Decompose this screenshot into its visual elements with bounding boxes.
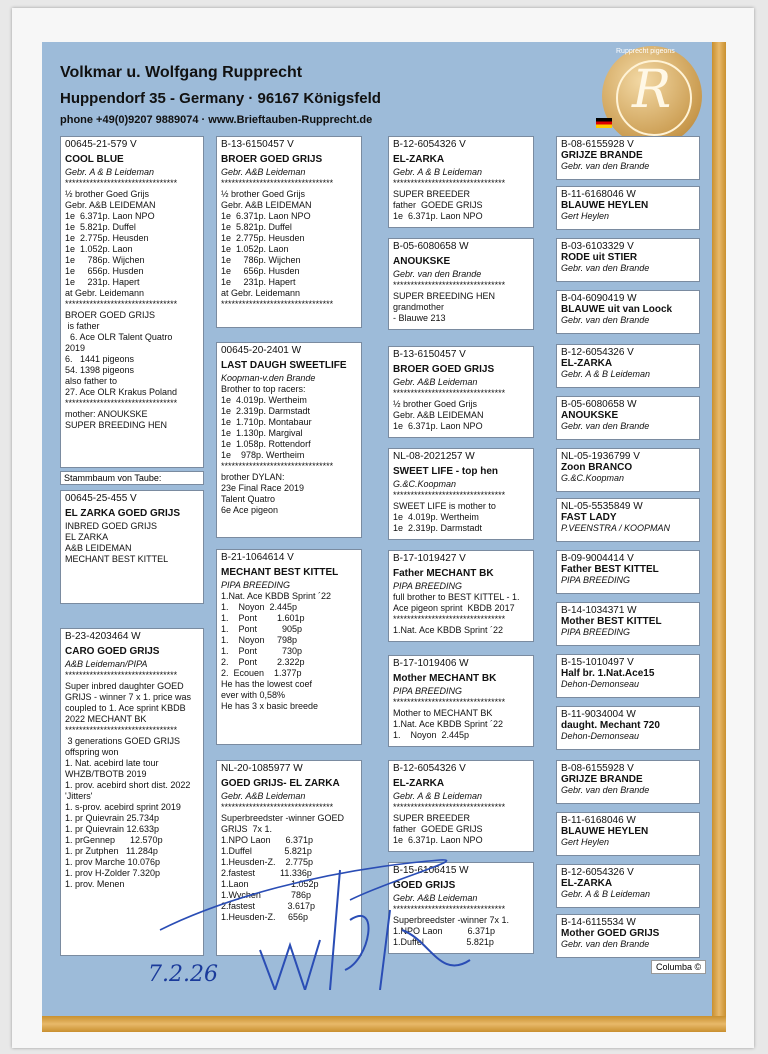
breeder-name: Volkmar u. Wolfgang Rupprecht: [60, 64, 303, 81]
pedigree-line: INBRED GOED GRIJS: [65, 521, 158, 531]
breeder: G.&C.Koopman: [561, 473, 625, 483]
ring-number: B-05-6080658 W: [561, 399, 637, 410]
breeder: Gebr. A&B Leideman: [393, 377, 478, 387]
breeder: PIPA BREEDING: [221, 580, 291, 590]
pedigree-line: 1. prGennep 12.570p: [65, 835, 163, 845]
ring-number: B-12-6054326 V: [561, 867, 634, 878]
pedigree-card: [60, 490, 204, 604]
pedigree-line: 6. Ace OLR Talent Quatro: [65, 332, 173, 342]
pedigree-line: ********************************: [393, 178, 506, 188]
pedigree-card: [556, 344, 700, 388]
pedigree-card: [556, 760, 700, 804]
ring-number: B-17-1019406 W: [393, 658, 469, 669]
breeder: PIPA BREEDING: [561, 575, 631, 585]
pedigree-line: 1e 786p. Wijchen: [65, 255, 145, 265]
pedigree-line: Gebr. A&B LEIDEMAN: [221, 200, 312, 210]
pedigree-line: 1e 656p. Husden: [65, 266, 144, 276]
pedigree-line: 1e 2.775p. Heusden: [221, 233, 305, 243]
pedigree-card: [556, 706, 700, 750]
pedigree-line: 1e 1.710p. Montabaur: [221, 417, 312, 427]
breeder: Gebr. van den Brande: [561, 161, 650, 171]
ring-number: B-15-1010497 V: [561, 657, 634, 668]
breeder-contact: phone +49(0)9207 9889074 · www.Brieftauben-Rupprecht.de: [60, 114, 373, 126]
pedigree-line: 1e 6.371p. Laon NPO: [393, 421, 483, 431]
pigeon-name: EL-ZARKA: [561, 358, 613, 369]
pigeon-name: ANOUKSKE: [561, 410, 619, 421]
pigeon-name: GRIJZE BRANDE: [561, 150, 643, 161]
pedigree-line: 1e 2.319p. Darmstadt: [393, 523, 483, 533]
pedigree-line: 1.NPO Laon 6.371p: [221, 835, 314, 845]
pedigree-card: [556, 186, 700, 230]
pedigree-line: 1e 1.130p. Margival: [221, 428, 303, 438]
ring-number: B-03-6103329 V: [561, 241, 634, 252]
pedigree-line: mother: ANOUKSKE: [65, 409, 148, 419]
pedigree-line: GRIJS 7x 1.: [221, 824, 273, 834]
pigeon-name: FAST LADY: [561, 512, 617, 523]
breeder: Dehon-Demonseau: [561, 731, 640, 741]
pedigree-line: ½ brother Goed Grijs: [65, 189, 150, 199]
ring-number: B-14-6115534 W: [561, 917, 636, 928]
ring-number: NL-05-1936799 V: [561, 451, 640, 462]
rupprecht-logo: Rupprecht pigeons R: [602, 46, 702, 146]
pigeon-name: Half br. 1.Nat.Ace15: [561, 668, 655, 679]
pigeon-name: GOED GRIJS- EL ZARKA: [221, 778, 340, 789]
pedigree-line: 1e 4.019p. Wertheim: [221, 395, 307, 405]
pedigree-line: 2.fastest 11.336p: [221, 868, 312, 878]
pedigree-line: ********************************: [221, 802, 334, 812]
pedigree-line: - Blauwe 213: [393, 313, 446, 323]
pigeon-name: COOL BLUE: [65, 154, 124, 165]
ring-number: B-15-6106415 W: [393, 865, 469, 876]
pedigree-line: ********************************: [65, 670, 178, 680]
pedigree-line: 1.Duffel 5.821p: [393, 937, 494, 947]
ring-number: B-09-9004414 V: [561, 553, 634, 564]
pedigree-line: Talent Quatro: [221, 494, 276, 504]
ring-number: B-12-6054326 V: [393, 763, 466, 774]
pigeon-name: EL-ZARKA: [393, 778, 445, 789]
pedigree-line: 1e 656p. Husden: [221, 266, 300, 276]
pedigree-line: 1. prov. Menen: [65, 879, 125, 889]
pedigree-line: ever with 0,58%: [221, 690, 286, 700]
ring-number: B-11-6168046 W: [561, 815, 636, 826]
pedigree-card: [388, 550, 534, 642]
pedigree-line: is father: [65, 321, 100, 331]
breeder: Gebr. van den Brande: [561, 263, 650, 273]
pedigree-line: 1e 5.821p. Duffel: [65, 222, 136, 232]
pedigree-line: 1. Noyon 2.445p: [393, 730, 470, 740]
pedigree-line: 1e 1.052p. Laon: [221, 244, 289, 254]
pedigree-card: [556, 654, 700, 698]
pedigree-line: 1.NPO Laon 6.371p: [393, 926, 496, 936]
pedigree-card: [556, 602, 700, 646]
pedigree-line: ********************************: [393, 388, 506, 398]
pedigree-line: BROER GOED GRIJS: [65, 310, 156, 320]
pedigree-line: ********************************: [65, 299, 178, 309]
pedigree-line: 1e 6.371p. Laon NPO: [393, 211, 483, 221]
pigeon-name: Mother BEST KITTEL: [561, 616, 662, 627]
pedigree-line: ********************************: [65, 178, 178, 188]
pedigree-line: 1e 5.821p. Duffel: [221, 222, 292, 232]
ring-number: B-13-6150457 V: [221, 139, 294, 150]
pigeon-name: RODE uit STIER: [561, 252, 638, 263]
breeder: Gebr. A&B Leideman: [221, 791, 306, 801]
pedigree-line: ********************************: [393, 904, 506, 914]
breeder: Gebr. van den Brande: [561, 315, 650, 325]
breeder: A&B Leideman/PIPA: [65, 659, 148, 669]
breeder: Gert Heylen: [561, 211, 610, 221]
breeder: PIPA BREEDING: [393, 581, 463, 591]
pedigree-line: 1e 6.371p. Laon NPO: [393, 835, 483, 845]
pedigree-line: ½ brother Goed Grijs: [393, 399, 478, 409]
ring-number: B-17-1019427 V: [393, 553, 466, 564]
ring-number: 00645-20-2401 W: [221, 345, 302, 356]
pedigree-line: at Gebr. Leidemann: [221, 288, 301, 298]
ring-number: B-13-6150457 V: [393, 349, 466, 360]
pedigree-line: 3 generations GOED GRIJS: [65, 736, 181, 746]
stammbaum-label: Stammbaum von Taube:: [60, 471, 204, 485]
pedigree-line: 1. s-prov. acebird sprint 2019: [65, 802, 181, 812]
breeder: Gebr. van den Brande: [561, 421, 650, 431]
pedigree-line: 'Jitters': [65, 791, 93, 801]
pedigree-card: [556, 136, 700, 180]
gold-border-bottom: [42, 1016, 726, 1032]
pedigree-line: ********************************: [393, 614, 506, 624]
columba-credit: Columba ©: [651, 960, 706, 974]
breeder: Gebr. A & B Leideman: [65, 167, 155, 177]
pedigree-line: 2022 MECHANT BK: [65, 714, 147, 724]
pedigree-line: 1.Laon 1.052p: [221, 879, 319, 889]
pedigree-card: [216, 342, 362, 538]
pedigree-line: 23e Final Race 2019: [221, 483, 305, 493]
pedigree-line: EL ZARKA: [65, 532, 109, 542]
pedigree-line: 1. Pont 730p: [221, 646, 303, 656]
ring-number: B-11-9034004 W: [561, 709, 636, 720]
pedigree-line: 1e 1.052p. Laon: [65, 244, 133, 254]
pedigree-line: 1e 231p. Hapert: [65, 277, 140, 287]
pigeon-name: BLAUWE HEYLEN: [561, 826, 649, 837]
german-flag-icon: [596, 118, 612, 128]
pigeon-name: BLAUWE uit van Loock: [561, 304, 673, 315]
pedigree-line: Mother to MECHANT BK: [393, 708, 493, 718]
pigeon-name: GRIJZE BRANDE: [561, 774, 643, 785]
pigeon-name: LAST DAUGH SWEETLIFE: [221, 360, 347, 371]
breeder: PIPA BREEDING: [393, 686, 463, 696]
breeder-address: Huppendorf 35 - Germany · 96167 Königsfeld: [60, 90, 381, 107]
pedigree-line: 1. prov Marche 10.076p: [65, 857, 161, 867]
pedigree-line: Ace pigeon sprint KBDB 2017: [393, 603, 515, 613]
pigeon-name: Father BEST KITTEL: [561, 564, 659, 575]
pedigree-line: 1e 2.775p. Heusden: [65, 233, 149, 243]
ring-number: B-12-6054326 V: [393, 139, 466, 150]
ring-number: B-21-1064614 V: [221, 552, 294, 563]
breeder: Gebr. van den Brande: [561, 785, 650, 795]
breeder: Gebr. A & B Leideman: [561, 369, 651, 379]
pedigree-line: He has the lowest coef: [221, 679, 313, 689]
pedigree-line: 6. 1441 pigeons: [65, 354, 135, 364]
breeder: Gebr. van den Brande: [561, 939, 650, 949]
pedigree-line: 1e 6.371p. Laon NPO: [65, 211, 155, 221]
ring-number: B-12-6054326 V: [561, 347, 634, 358]
pedigree-line: Gebr. A&B LEIDEMAN: [393, 410, 484, 420]
pedigree-line: 1. Pont 905p: [221, 624, 303, 634]
ring-number: B-08-6155928 V: [561, 139, 634, 150]
pedigree-line: He has 3 x basic breede: [221, 701, 319, 711]
pedigree-card: [388, 448, 534, 540]
breeder: G.&C.Koopman: [393, 479, 457, 489]
pigeon-name: BROER GOED GRIJS: [393, 364, 495, 375]
breeder: P.VEENSTRA / KOOPMAN: [561, 523, 671, 533]
pedigree-line: ********************************: [393, 697, 506, 707]
pedigree-line: 1. Pont 1.601p: [221, 613, 305, 623]
pigeon-name: daught. Mechant 720: [561, 720, 660, 731]
ring-number: NL-20-1085977 W: [221, 763, 303, 774]
ring-number: 00645-25-455 V: [65, 493, 137, 504]
ring-number: NL-08-2021257 W: [393, 451, 475, 462]
pedigree-line: ½ brother Goed Grijs: [221, 189, 306, 199]
pedigree-line: Superbreedster -winner GOED: [221, 813, 345, 823]
pedigree-line: SUPER BREEDER: [393, 813, 471, 823]
pedigree-line: ********************************: [393, 802, 506, 812]
pedigree-line: ********************************: [393, 490, 506, 500]
pigeon-name: EL ZARKA GOED GRIJS: [65, 508, 181, 519]
pedigree-line: SWEET LIFE is mother to: [393, 501, 496, 511]
pedigree-line: ********************************: [65, 398, 178, 408]
pedigree-card: [388, 760, 534, 852]
ring-number: B-08-6155928 V: [561, 763, 634, 774]
pedigree-card: [388, 655, 534, 747]
breeder: Gebr. A & B Leideman: [393, 791, 483, 801]
pedigree-line: also father to: [65, 376, 118, 386]
ring-number: 00645-21-579 V: [65, 139, 137, 150]
pedigree-card: [556, 448, 700, 492]
pedigree-line: 1.Heusden-Z. 656p: [221, 912, 309, 922]
pedigree-line: A&B LEIDEMAN: [65, 543, 132, 553]
pedigree-line: grandmother: [393, 302, 445, 312]
pedigree-line: at Gebr. Leidemann: [65, 288, 145, 298]
pedigree-line: 1.Nat. Ace KBDB Sprint ´22: [393, 625, 504, 635]
pedigree-line: SUPER BREEDING HEN: [65, 420, 168, 430]
breeder: Gebr. A&B Leideman: [393, 893, 478, 903]
pedigree-line: 1. prov. acebird short dist. 2022: [65, 780, 191, 790]
pedigree-line: 1.Nat. Ace KBDB Sprint ´22: [393, 719, 504, 729]
gold-border-right: [712, 42, 726, 1032]
ring-number: B-04-6090419 W: [561, 293, 637, 304]
pedigree-line: 27. Ace OLR Krakus Poland: [65, 387, 178, 397]
pedigree-line: 1. Nat. acebird late tour: [65, 758, 159, 768]
pedigree-card: [216, 549, 362, 745]
pedigree-line: 1.Nat. Ace KBDB Sprint ´22: [221, 591, 332, 601]
pigeon-name: EL-ZARKA: [561, 878, 613, 889]
pedigree-line: 1. prov H-Zolder 7.320p: [65, 868, 161, 878]
pigeon-name: GOED GRIJS: [393, 880, 456, 891]
pedigree-line: 1e 1.058p. Rottendorf: [221, 439, 311, 449]
pedigree-line: ********************************: [65, 725, 178, 735]
pigeon-name: Zoon BRANCO: [561, 462, 633, 473]
pedigree-line: father GOEDE GRIJS: [393, 824, 483, 834]
pedigree-card: [556, 238, 700, 282]
pigeon-name: CARO GOED GRIJS: [65, 646, 160, 657]
pedigree-line: father GOEDE GRIJS: [393, 200, 483, 210]
pedigree-line: 1. pr Quievrain 25.734p: [65, 813, 160, 823]
pigeon-name: BLAUWE HEYLEN: [561, 200, 649, 211]
breeder: Gert Heylen: [561, 837, 610, 847]
pigeon-name: Father MECHANT BK: [393, 568, 494, 579]
pedigree-line: ********************************: [221, 299, 334, 309]
pedigree-line: MECHANT BEST KITTEL: [65, 554, 169, 564]
pedigree-line: ********************************: [221, 461, 334, 471]
ring-number: B-23-4203464 W: [65, 631, 141, 642]
pedigree-line: 1. pr Zutphen 11.284p: [65, 846, 158, 856]
pigeon-name: Mother GOED GRIJS: [561, 928, 660, 939]
pedigree-line: 1. Noyon 798p: [221, 635, 298, 645]
pedigree-line: 54. 1398 pigeons: [65, 365, 135, 375]
pedigree-line: 1e 978p. Wertheim: [221, 450, 305, 460]
pedigree-line: 1e 231p. Hapert: [221, 277, 296, 287]
pigeon-name: BROER GOED GRIJS: [221, 154, 323, 165]
pedigree-card: [216, 136, 362, 328]
pedigree-line: 1. Noyon 2.445p: [221, 602, 298, 612]
breeder: Gebr. A & B Leideman: [561, 889, 651, 899]
pedigree-line: Brother to top racers:: [221, 384, 306, 394]
pedigree-card: [388, 136, 534, 228]
ring-number: NL-05-5535849 W: [561, 501, 643, 512]
pedigree-line: 1. pr Quievrain 12.633p: [65, 824, 160, 834]
ring-number: B-14-1034371 W: [561, 605, 637, 616]
pigeon-name: EL-ZARKA: [393, 154, 445, 165]
pigeon-name: Mother MECHANT BK: [393, 673, 497, 684]
pedigree-line: 1.Heusden-Z. 2.775p: [221, 857, 314, 867]
ring-number: B-05-6080658 W: [393, 241, 469, 252]
breeder: Gebr. A&B Leideman: [221, 167, 306, 177]
pigeon-name: ANOUKSKE: [393, 256, 451, 267]
pedigree-line: brother DYLAN:: [221, 472, 285, 482]
pedigree-card: [556, 396, 700, 440]
pedigree-line: WHZB/TBOTB 2019: [65, 769, 147, 779]
pedigree-line: 2. Pont 2.322p: [221, 657, 305, 667]
pedigree-line: Gebr. A&B LEIDEMAN: [65, 200, 156, 210]
pedigree-line: 2. Ecouen 1.377p: [221, 668, 302, 678]
pedigree-card: [556, 290, 700, 334]
pedigree-line: offspring won: [65, 747, 119, 757]
pedigree-line: Superbreedster -winner 7x 1.: [393, 915, 510, 925]
pedigree-line: GRIJS - winner 7 x 1. price was: [65, 692, 192, 702]
pedigree-line: SUPER BREEDER: [393, 189, 471, 199]
ring-number: B-11-6168046 W: [561, 189, 636, 200]
pedigree-card: [388, 346, 534, 438]
pedigree-line: 2.fastest 3.617p: [221, 901, 316, 911]
pedigree-line: SUPER BREEDING HEN: [393, 291, 496, 301]
breeder: PIPA BREEDING: [561, 627, 631, 637]
breeder: Gebr. van den Brande: [393, 269, 482, 279]
pedigree-card: [60, 136, 204, 468]
breeder: Dehon-Demonseau: [561, 679, 640, 689]
pedigree-line: 6e Ace pigeon: [221, 505, 279, 515]
pedigree-line: coupled to 1. Ace sprint KBDB: [65, 703, 186, 713]
pigeon-name: MECHANT BEST KITTEL: [221, 567, 339, 578]
pigeon-name: SWEET LIFE - top hen: [393, 466, 498, 477]
pedigree-line: ********************************: [393, 280, 506, 290]
signature-date: 7.2.26: [148, 962, 218, 987]
pedigree-line: full brother to BEST KITTEL - 1.: [393, 592, 520, 602]
pedigree-line: 1e 2.319p. Darmstadt: [221, 406, 311, 416]
pedigree-line: 1.Duffel 5.821p: [221, 846, 312, 856]
pedigree-line: Super inbred daughter GOED: [65, 681, 184, 691]
pedigree-line: 2019: [65, 343, 86, 353]
breeder: Koopman-v.den Brande: [221, 373, 316, 383]
pedigree-card: [556, 550, 700, 594]
pedigree-line: ********************************: [221, 178, 334, 188]
pedigree-card: [388, 238, 534, 330]
pedigree-line: 1e 786p. Wijchen: [221, 255, 301, 265]
pedigree-line: 1e 6.371p. Laon NPO: [221, 211, 311, 221]
pedigree-line: 1.Wychen 786p: [221, 890, 311, 900]
pedigree-card: [556, 498, 700, 542]
breeder: Gebr. A & B Leideman: [393, 167, 483, 177]
pedigree-line: 1e 4.019p. Wertheim: [393, 512, 479, 522]
